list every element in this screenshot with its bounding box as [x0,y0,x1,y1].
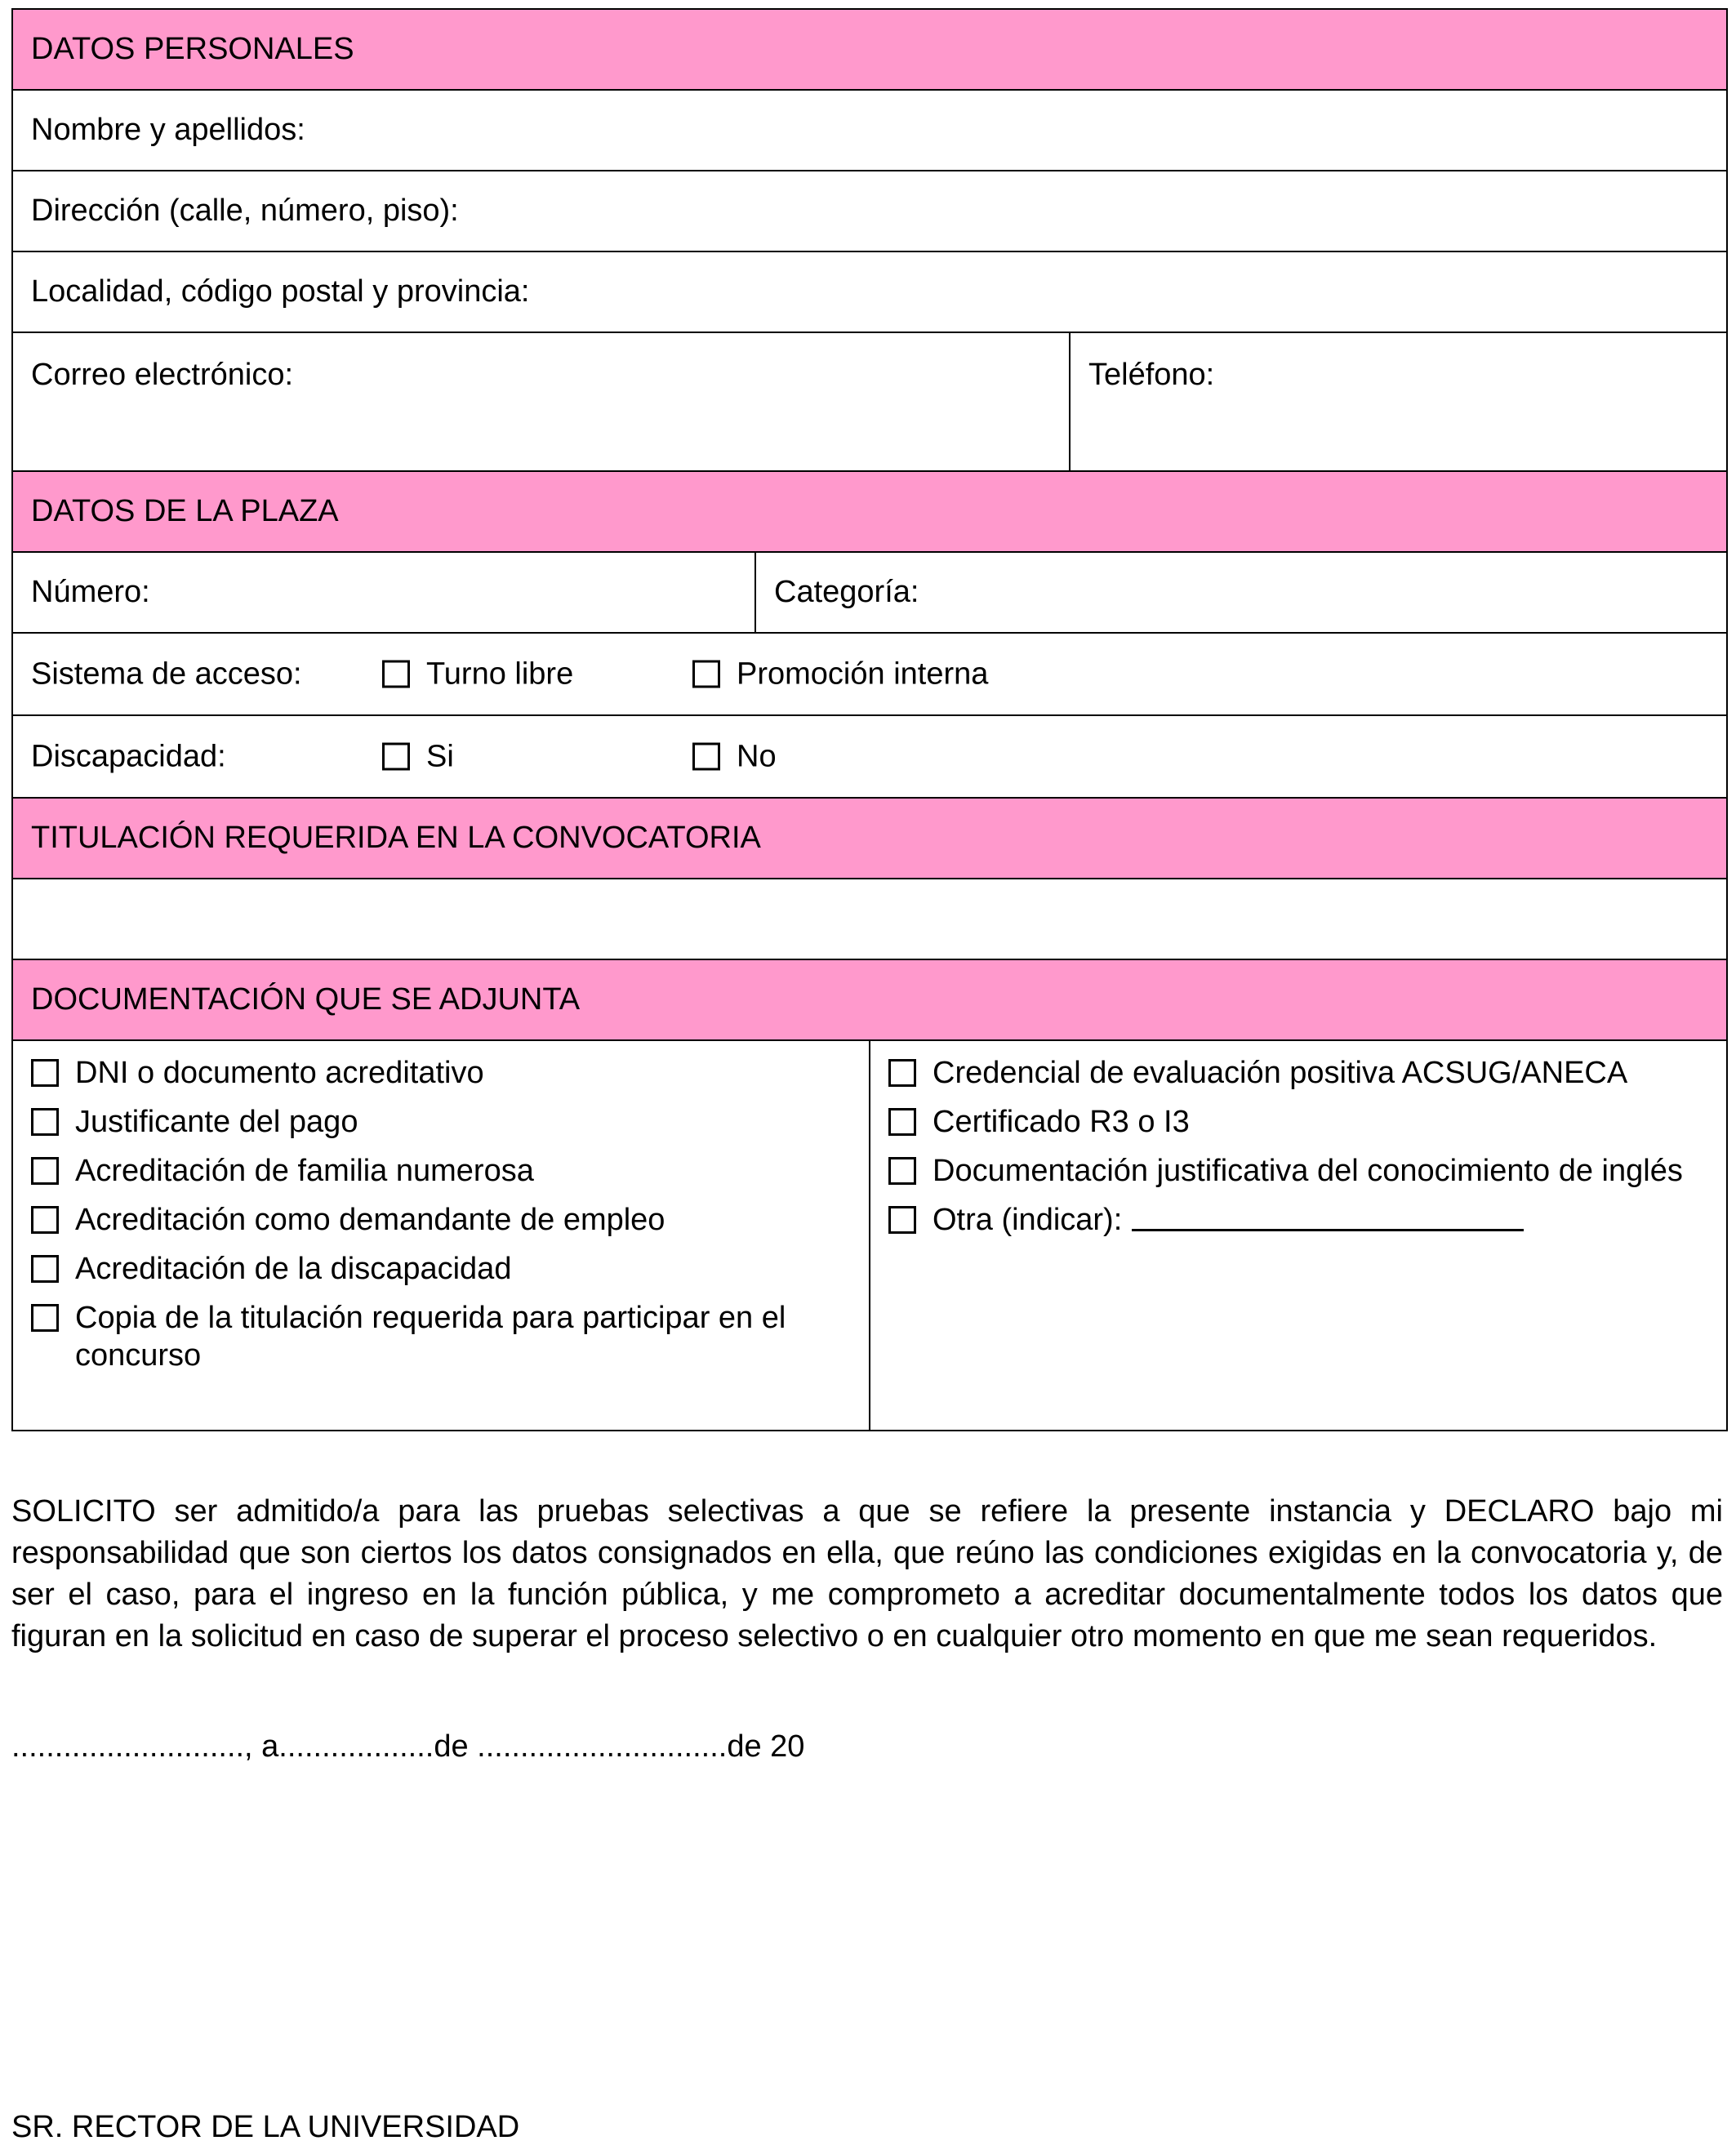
document-item[interactable] [31,1103,851,1141]
address-field[interactable] [12,171,1727,251]
checkbox-icon[interactable] [888,1108,916,1136]
checkbox-icon[interactable] [31,1206,59,1234]
document-item[interactable] [888,1152,1708,1190]
document-item-label: Acreditación como demandante de empleo [75,1203,665,1237]
documents-left-column [12,1040,870,1431]
document-item-label: DNI o documento acreditativo [75,1056,484,1090]
phone-field[interactable] [1070,332,1727,471]
documents-list-left [31,1054,851,1374]
section-title: DATOS PERSONALES [31,32,354,66]
document-item[interactable] [888,1103,1708,1141]
application-form-table [11,8,1728,1431]
document-item[interactable] [31,1201,851,1239]
checkbox-icon[interactable] [692,743,720,771]
documents-right-column [870,1040,1727,1431]
checkbox-icon[interactable] [382,743,410,771]
section-header-position-data [12,471,1727,552]
email-field[interactable] [12,332,1070,471]
position-number-field[interactable] [12,552,755,633]
checkbox-icon[interactable] [31,1157,59,1185]
address-label: Dirección (calle, número, piso): [31,194,459,228]
category-field[interactable] [755,552,1727,633]
option-label: No [737,739,777,773]
document-item-label: Documentación justificativa del conocimiento de inglés [933,1154,1683,1188]
disability-option-yes[interactable] [382,739,454,774]
checkbox-icon[interactable] [888,1059,916,1087]
email-label: Correo electrónico: [31,358,294,392]
phone-label: Teléfono: [1088,358,1215,392]
document-item-label: Certificado R3 o I3 [933,1105,1190,1139]
locality-field[interactable] [12,251,1727,332]
category-label: Categoría: [774,575,919,609]
access-system-label: Sistema de acceso: [31,656,302,691]
access-option-internal-promotion[interactable] [692,656,988,692]
section-title: DATOS DE LA PLAZA [31,494,339,528]
locality-label: Localidad, código postal y provincia: [31,274,530,309]
checkbox-icon[interactable] [31,1304,59,1332]
documents-list-right [888,1054,1708,1239]
checkbox-icon[interactable] [382,661,410,688]
checkbox-icon[interactable] [31,1108,59,1136]
addressee: SR. RECTOR DE LA UNIVERSIDAD [11,2110,520,2144]
document-item-label: Acreditación de la discapacidad [75,1252,512,1286]
checkbox-icon[interactable] [692,661,720,688]
document-item[interactable] [31,1299,851,1374]
document-item-label: Justificante del pago [75,1105,358,1139]
option-label: Promoción interna [737,656,989,691]
document-item-label: Credencial de evaluación positiva ACSUG/ANECA [933,1056,1628,1090]
document-item-label: Otra (indicar): [933,1203,1123,1237]
checkbox-icon[interactable] [888,1157,916,1185]
position-number-label: Número: [31,575,150,609]
other-document-blank-line[interactable] [1132,1201,1524,1231]
place-date-line[interactable]: ..........................., a..................de .............................de 20 [11,1729,805,1764]
document-item[interactable] [31,1054,851,1092]
option-label: Turno libre [426,656,574,691]
option-label: Si [426,739,454,773]
access-system-row [12,633,1727,715]
declaration-paragraph: SOLICITO ser admitido/a para las pruebas selectivas a que se refiere la presente instancia y DECLARO bajo mi responsabilidad que son ciertos los datos consignados en ella, que reúno las condiciones exigidas en la convocatoria y, de ser el caso, para el ingreso en la función pública, y me comprometo a acreditar documentalmente todos los datos que figuran en la solicitud en caso de superar el proceso selectivo o en cualquier otro momento en que me sean requeridos. [11,1494,1723,1653]
checkbox-icon[interactable] [31,1059,59,1087]
disability-label: Discapacidad: [31,739,226,773]
disability-option-no[interactable] [692,739,777,774]
disability-row [12,715,1727,798]
name-field[interactable] [12,90,1727,171]
document-item[interactable] [31,1250,851,1288]
access-option-free[interactable] [382,656,573,692]
document-item[interactable] [888,1201,1708,1239]
document-item-label: Copia de la titulación requerida para participar en el concurso [75,1301,786,1373]
document-item[interactable] [888,1054,1708,1092]
section-header-attached-documents [12,959,1727,1040]
section-title: DOCUMENTACIÓN QUE SE ADJUNTA [31,982,581,1017]
checkbox-icon[interactable] [888,1206,916,1234]
section-header-required-degree [12,798,1727,879]
document-item-label: Acreditación de familia numerosa [75,1154,534,1188]
name-label: Nombre y apellidos: [31,113,305,147]
section-header-personal-data [12,9,1727,90]
checkbox-icon[interactable] [31,1255,59,1283]
section-title: TITULACIÓN REQUERIDA EN LA CONVOCATORIA [31,821,761,855]
required-degree-field[interactable] [12,879,1727,959]
document-item[interactable] [31,1152,851,1190]
